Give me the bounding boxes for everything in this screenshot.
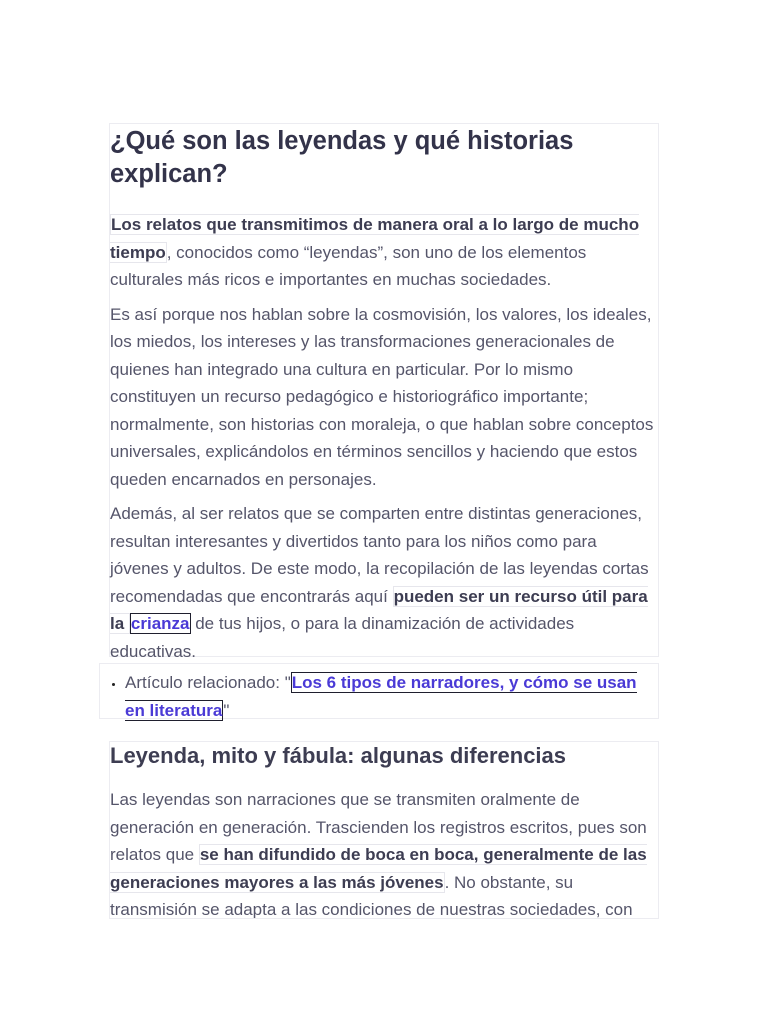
- list-item: [125, 664, 658, 724]
- article-section-intro: [109, 123, 659, 661]
- paragraph-text: . No obstante, su transmisión se adapta a las condiciones de nuestras sociedades, con: [110, 872, 633, 919]
- article-section-differences: [109, 741, 659, 919]
- section-heading: Leyenda, mito y fábula: algunas diferencias: [110, 743, 567, 768]
- paragraph-generations: [110, 500, 658, 665]
- related-prefix: Artículo relacionado: ": [125, 673, 291, 692]
- related-article-box: [99, 663, 659, 719]
- highlighted-text: se han difundido de boca en boca, generalmente de las generaciones mayores a las más jóvenes: [110, 845, 647, 892]
- paragraph-text: Las leyendas son narraciones que se transmiten oralmente de generación en generación. Trascienden los registros escritos, pues son relatos que: [110, 790, 647, 864]
- related-article-link[interactable]: Los 6 tipos de narradores, y cómo se usan en literatura: [125, 673, 637, 720]
- highlighted-text: pueden ser un recurso útil para la: [110, 586, 648, 633]
- related-list: [100, 664, 658, 724]
- paragraph-text: , conocidos como “leyendas”, son uno de los elementos culturales más ricos e importantes en muchas sociedades.: [110, 242, 587, 289]
- paragraph-intro: [110, 211, 658, 294]
- paragraph-text: Además, al ser relatos que se comparten entre distintas generaciones, resultan interesantes y divertidos tanto para los niños como para jóvenes y adultos. De este modo, la recopilación de las leyendas cortas recomendadas que encontrarás aquí: [110, 504, 649, 606]
- paragraph-definition: [110, 786, 658, 919]
- highlighted-text: Los relatos que transmitimos de manera oral a lo largo de mucho tiempo: [110, 215, 640, 262]
- related-suffix: ": [223, 700, 230, 720]
- paragraph-cosmovision: Es así porque nos hablan sobre la cosmovisión, los valores, los ideales, los miedos, los intereses y las transformaciones generacionales de quienes han integrado una cultura en particular. Por lo mismo constituyen un recurso pedagógico e historiográfico importante; normalmente, son historias con moraleja, o que hablan sobre conceptos universales, explicándolos en términos sencillos y haciendo que estos queden encarnados en personajes.: [110, 304, 654, 489]
- crianza-link[interactable]: crianza: [130, 614, 190, 633]
- section-heading: ¿Qué son las leyendas y qué historias explican?: [110, 127, 574, 188]
- paragraph-text: de tus hijos, o para la dinamización de actividades educativas.: [110, 614, 575, 661]
